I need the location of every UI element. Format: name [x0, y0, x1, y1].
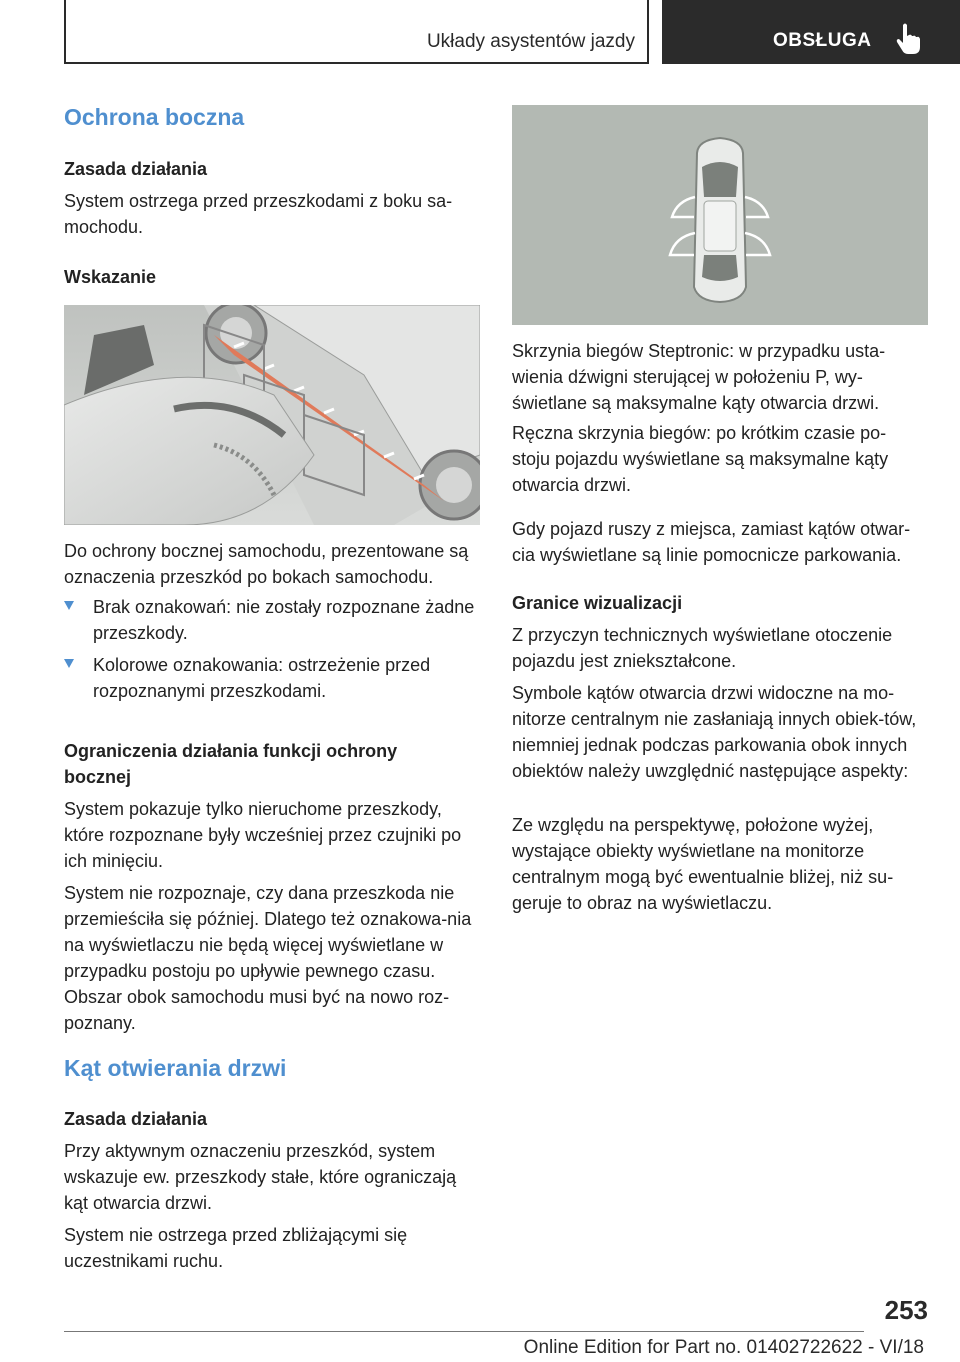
- header-chapter-box: [64, 0, 649, 64]
- side-protection-illustration: [64, 305, 480, 525]
- bullet-text: Kolorowe oznakowania: ostrzeżenie przed rozpoznanymi przeszkodami.: [93, 655, 431, 701]
- bullet-triangle-icon: [64, 659, 74, 668]
- paragraph-vis-2: Symbole kątów otwarcia drzwi widoczne na mo-nitorze centralnym nie zasłaniają innych obiek-tów, niemniej jednak podczas parkowania obok innych obiektów należy uwzględnić następujące aspekty:: [512, 683, 917, 781]
- bullet-triangle-icon: [64, 601, 74, 610]
- subheading-limits: Ograniczenia działania funkcji ochrony bocznej: [64, 741, 398, 787]
- chapter-title: Układy asystentów jazdy: [426, 31, 635, 52]
- bullet-text: Brak oznakowań: nie zostały rozpoznane żadne przeszkody.: [93, 597, 475, 643]
- paragraph-moving: Gdy pojazd ruszy z miejsca, zamiast kątów otwar-cia wyświetlane są linie pomocnicze parkowania.: [512, 519, 911, 565]
- subheading-visualization: Granice wizualizacji: [512, 593, 683, 613]
- heading-door-angle: Kąt otwierania drzwi: [64, 1055, 287, 1081]
- paragraph-principle: System ostrzega przed przeszkodami z boku sa- mochodu.: [64, 191, 453, 237]
- bullet-item: [64, 652, 481, 704]
- paragraph-limits-2: System nie rozpoznaje, czy dana przeszkoda nie przemieściła się później. Dlatego też oznakowa-nia na wyświetlaczu nie będą więcej wyświetlane w przypadku postoju po upływie pewnego czasu. Obszar obok samochodu musi być na nowo roz-poznany.: [64, 883, 472, 1033]
- paragraph-door-1: Przy aktywnym oznaczeniu przeszkód, system wskazuje ew. przeszkody stałe, które ograniczają kąt otwarcia drzwi.: [64, 1141, 457, 1213]
- subheading-principle-2: Zasada działania: [64, 1109, 208, 1129]
- paragraph-door-2: System nie ostrzega przed zbliżającymi się uczestnikami ruchu.: [64, 1225, 408, 1271]
- subheading-principle: Zasada działania: [64, 159, 208, 179]
- paragraph-steptronic: Skrzynia biegów Steptronic: w przypadku usta-wienia dźwigni sterującej w położeniu P, wy-świetlane są maksymalne kąty otwarcia drzwi.: [512, 341, 886, 413]
- edition-note: Online Edition for Part no. 01402722622 - VI/18: [523, 1337, 924, 1358]
- pointing-hand-icon: [894, 22, 924, 56]
- page-number: 253: [884, 1295, 928, 1325]
- header-section-box: [662, 0, 960, 64]
- paragraph-vis-3: Ze względu na perspektywę, położone wyżej, wystające obiekty wyświetlane na monitorze centralnym mogą być ewentualnie bliżej, niż su-geruje to obraz na wyświetlaczu.: [512, 815, 894, 913]
- door-angle-illustration: [512, 105, 928, 325]
- subheading-indication: Wskazanie: [64, 267, 157, 287]
- section-label: OBSŁUGA: [773, 30, 872, 51]
- bullet-item: [64, 594, 481, 646]
- heading-side-protection: Ochrona boczna: [64, 104, 245, 130]
- paragraph-indication: Do ochrony bocznej samochodu, prezentowane są oznaczenia przeszkód po bokach samochodu.: [64, 541, 469, 587]
- paragraph-limits-1: System pokazuje tylko nieruchome przeszkody, które rozpoznane były wcześniej przez czujniki po ich minięciu.: [64, 799, 462, 871]
- paragraph-manual: Ręczna skrzynia biegów: po krótkim czasie po-stoju pojazdu wyświetlane są maksymalne kąty otwarcia drzwi.: [512, 423, 889, 495]
- footer-divider: [64, 1331, 864, 1332]
- paragraph-vis-1: Z przyczyn technicznych wyświetlane otoczenie pojazdu jest zniekształcone.: [512, 625, 893, 671]
